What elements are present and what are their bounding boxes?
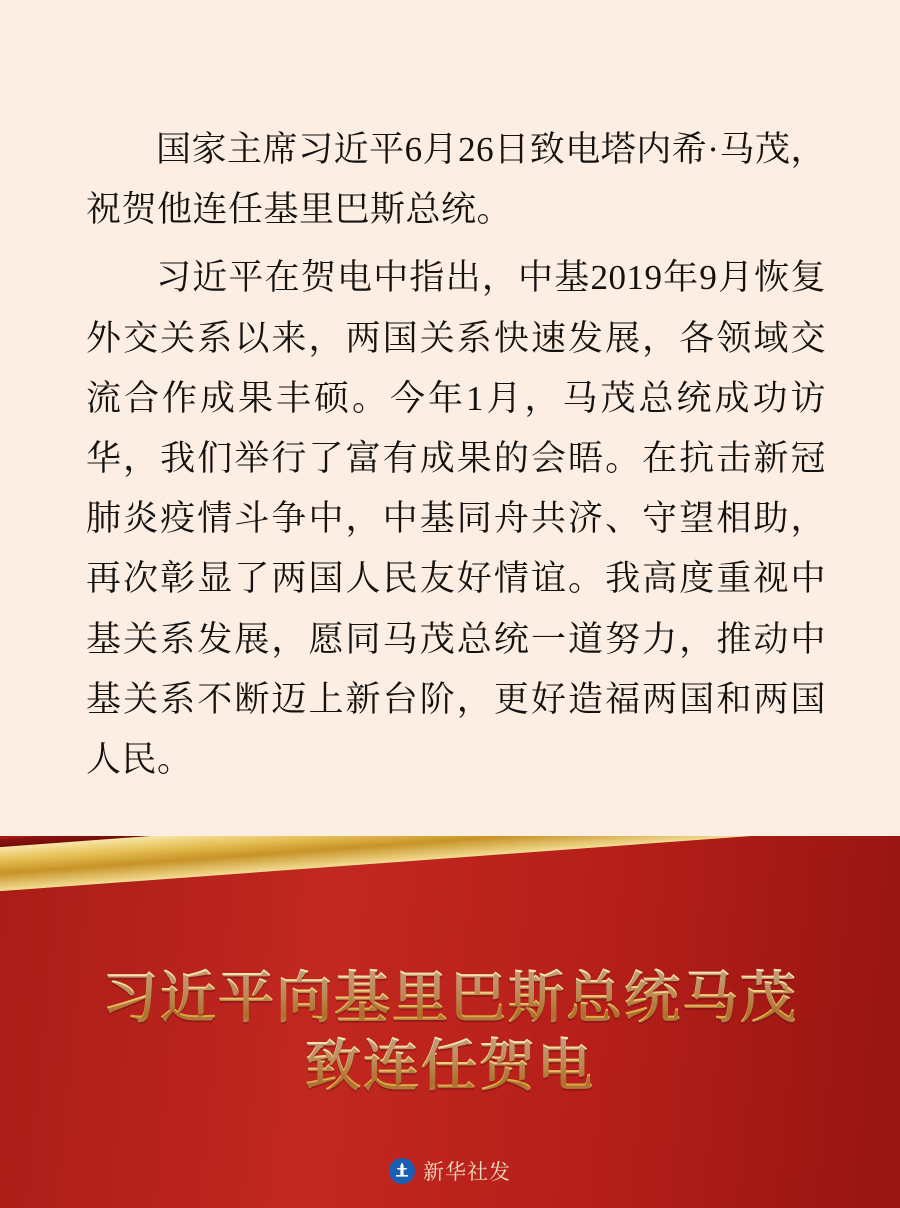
headline [0, 964, 900, 1101]
credit [0, 1156, 900, 1186]
headline-line-2: 致连任贺电 [0, 1032, 900, 1100]
article-body [86, 120, 826, 798]
article-paragraph: 习近平在贺电中指出，中基2019年9月恢复外交关系以来，两国关系快速发展，各领域交流合作成果丰硕。今年1月，马茂总统成功访华，我们举行了富有成果的会晤。在抗击新冠肺炎疫情斗争中，中基同舟共济、守望相助，再次彰显了两国人民友好情谊。我高度重视中基关系发展，愿同马茂总统一道努力，推动中基关系不断迈上新台阶，更好造福两国和两国人民。 [86, 258, 826, 779]
article-paragraph: 国家主席习近平6月26日致电塔内希·马茂，祝贺他连任基里巴斯总统。 [86, 130, 826, 230]
credit-text: 新华社发 [423, 1161, 511, 1184]
headline-banner [0, 836, 900, 1208]
headline-line-1: 习近平向基里巴斯总统马茂 [0, 964, 900, 1032]
xinhua-agency-logo-icon [389, 1158, 415, 1184]
